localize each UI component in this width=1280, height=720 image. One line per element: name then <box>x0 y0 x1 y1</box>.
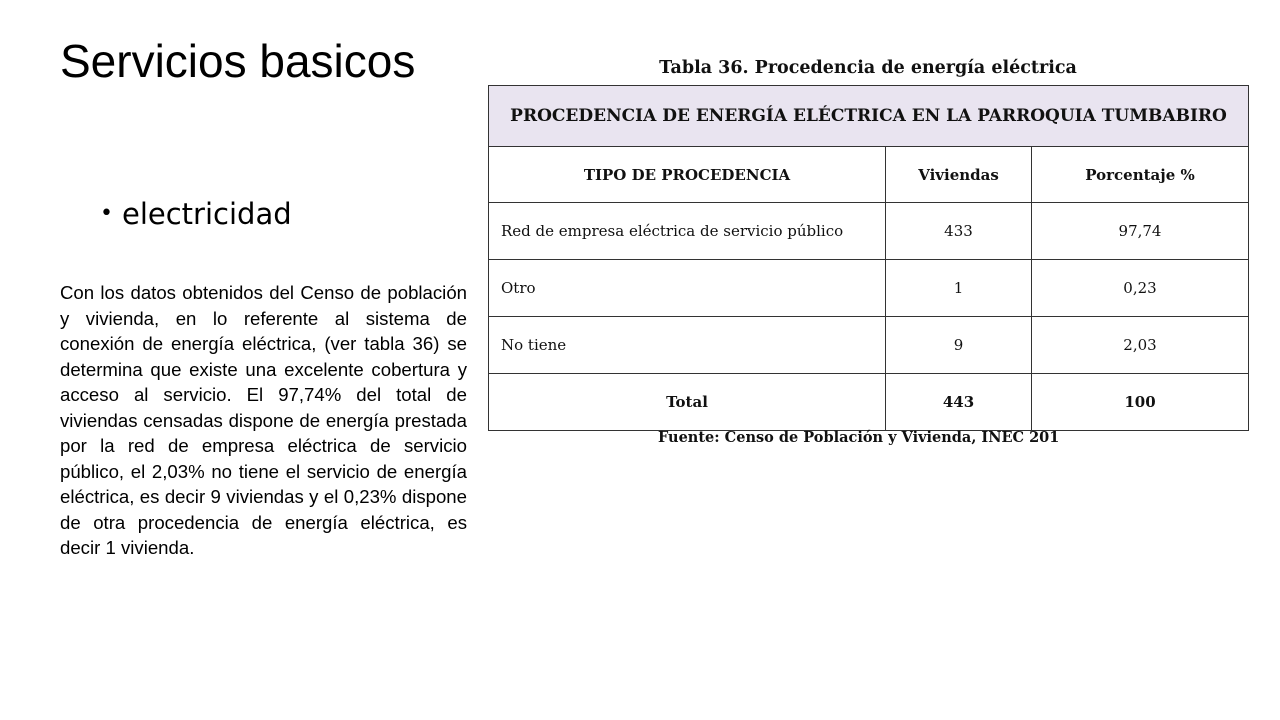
table-row <box>489 203 1249 260</box>
energy-table <box>488 85 1249 431</box>
total-homes: 443 <box>886 374 1032 431</box>
bullet-text: electricidad <box>122 197 292 231</box>
slide-title: Servicios basicos <box>60 35 416 87</box>
row-type: Otro <box>489 260 886 317</box>
table-row <box>489 317 1249 374</box>
table-total-row <box>489 374 1249 431</box>
row-homes: 1 <box>886 260 1032 317</box>
row-percent: 2,03 <box>1032 317 1249 374</box>
row-type: Red de empresa eléctrica de servicio público <box>489 203 886 260</box>
table-header-row <box>489 147 1249 203</box>
header-percent: Porcentaje % <box>1032 147 1249 203</box>
row-percent: 97,74 <box>1032 203 1249 260</box>
body-paragraph: Con los datos obtenidos del Censo de población y vivienda, en lo referente al sistema de conexión de energía eléctrica, (ver tabla 36) se determina que existe una excelente cobertura y acceso al servicio. El 97,74% del total de viviendas censadas dispone de energía prestada por la red de empresa eléctrica de servicio público, el 2,03% no tiene el servicio de energía eléctrica, es decir 9 viviendas y el 0,23% dispone de otra procedencia de energía eléctrica, es decir 1 vivienda. <box>60 282 467 558</box>
table-banner: PROCEDENCIA DE ENERGÍA ELÉCTRICA EN LA PARROQUIA TUMBABIRO <box>489 86 1249 147</box>
table-banner-row <box>489 86 1249 147</box>
row-percent: 0,23 <box>1032 260 1249 317</box>
row-homes: 433 <box>886 203 1032 260</box>
header-homes: Viviendas <box>886 147 1032 203</box>
total-percent: 100 <box>1032 374 1249 431</box>
table-caption: Tabla 36. Procedencia de energía eléctrica <box>659 58 1077 78</box>
bullet-list <box>98 190 292 238</box>
total-label: Total <box>489 374 886 431</box>
row-type: No tiene <box>489 317 886 374</box>
bullet-dot-icon: • <box>100 201 113 226</box>
bullet-item <box>98 190 292 238</box>
row-homes: 9 <box>886 317 1032 374</box>
header-type: TIPO DE PROCEDENCIA <box>489 147 886 203</box>
table-row <box>489 260 1249 317</box>
table-source: Fuente: Censo de Población y Vivienda, INEC 201 <box>658 429 1060 446</box>
